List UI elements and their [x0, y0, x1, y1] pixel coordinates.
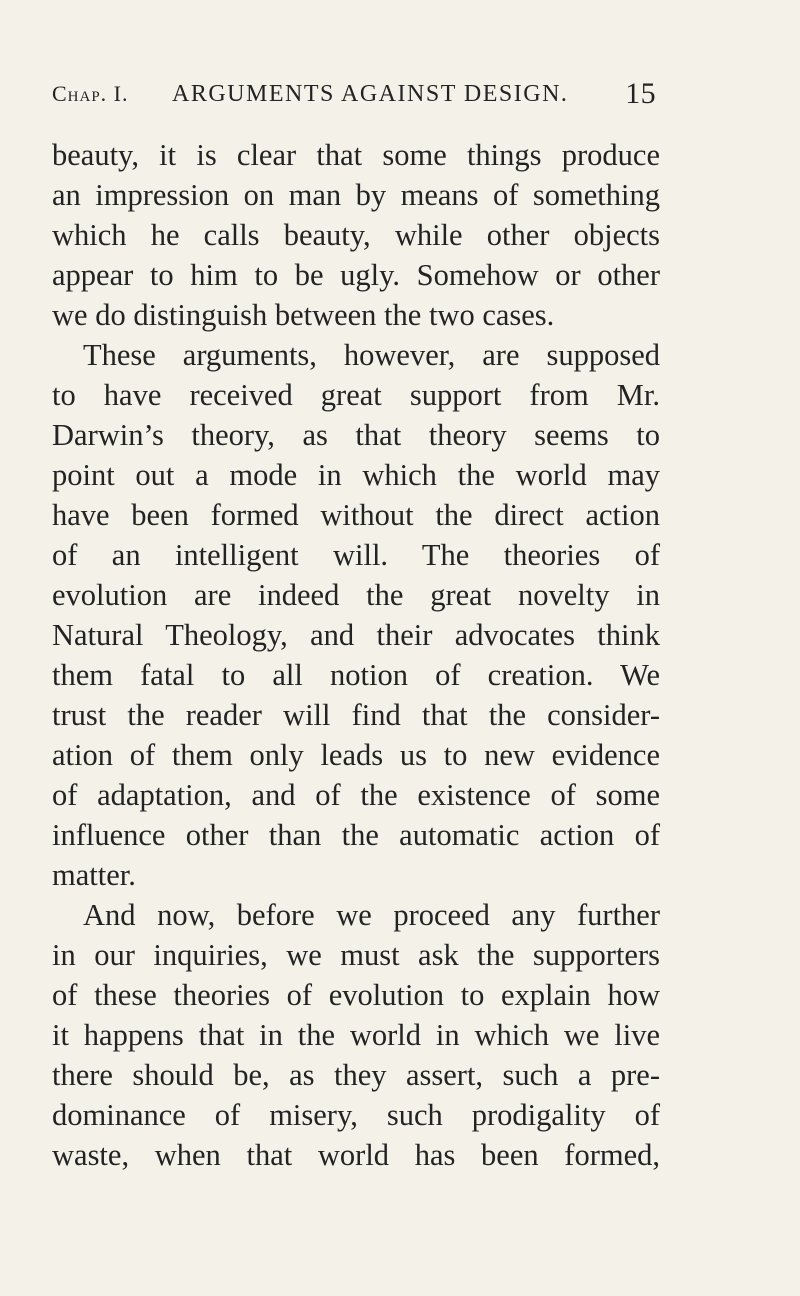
body-text — [52, 135, 660, 1175]
text-line: appear to him to be ugly. Somehow or other — [52, 258, 660, 292]
text-line: have been formed without the direct action — [52, 498, 660, 532]
text-line: These arguments, however, are supposed — [83, 338, 660, 372]
running-head — [52, 76, 656, 112]
text-line: waste, when that world has been formed, — [52, 1138, 660, 1172]
text-line: point out a mode in which the world may — [52, 458, 660, 492]
text-line: in our inquiries, we must ask the supporters — [52, 938, 660, 972]
text-line: it happens that in the world in which we live — [52, 1018, 660, 1052]
text-line: to have received great support from Mr. — [52, 378, 660, 412]
text-line: of these theories of evolution to explain how — [52, 978, 660, 1012]
text-line: influence other than the automatic action of — [52, 818, 660, 852]
text-line: there should be, as they assert, such a pre- — [52, 1058, 660, 1092]
text-line: ation of them only leads us to new evidence — [52, 738, 660, 772]
text-line: of adaptation, and of the existence of some — [52, 778, 660, 812]
text-line: dominance of misery, such prodigality of — [52, 1098, 660, 1132]
text-line: And now, before we proceed any further — [83, 898, 660, 932]
chapter-label: Chap. I. — [52, 81, 129, 106]
text-line: Darwin’s theory, as that theory seems to — [52, 418, 660, 452]
text-line: an impression on man by means of something — [52, 178, 660, 212]
text-line: of an intelligent will. The theories of — [52, 538, 660, 572]
text-line: matter. — [52, 858, 136, 892]
text-line: which he calls beauty, while other objects — [52, 218, 660, 252]
text-line: beauty, it is clear that some things produce — [52, 138, 660, 172]
page-number: 15 — [625, 77, 656, 110]
text-line: we do distinguish between the two cases. — [52, 298, 555, 332]
text-line: trust the reader will find that the consider- — [52, 698, 660, 732]
text-line: evolution are indeed the great novelty in — [52, 578, 660, 612]
running-title: ARGUMENTS AGAINST DESIGN. — [172, 81, 569, 107]
text-line: them fatal to all notion of creation. We — [52, 658, 660, 692]
text-line: Natural Theology, and their advocates think — [52, 618, 660, 652]
